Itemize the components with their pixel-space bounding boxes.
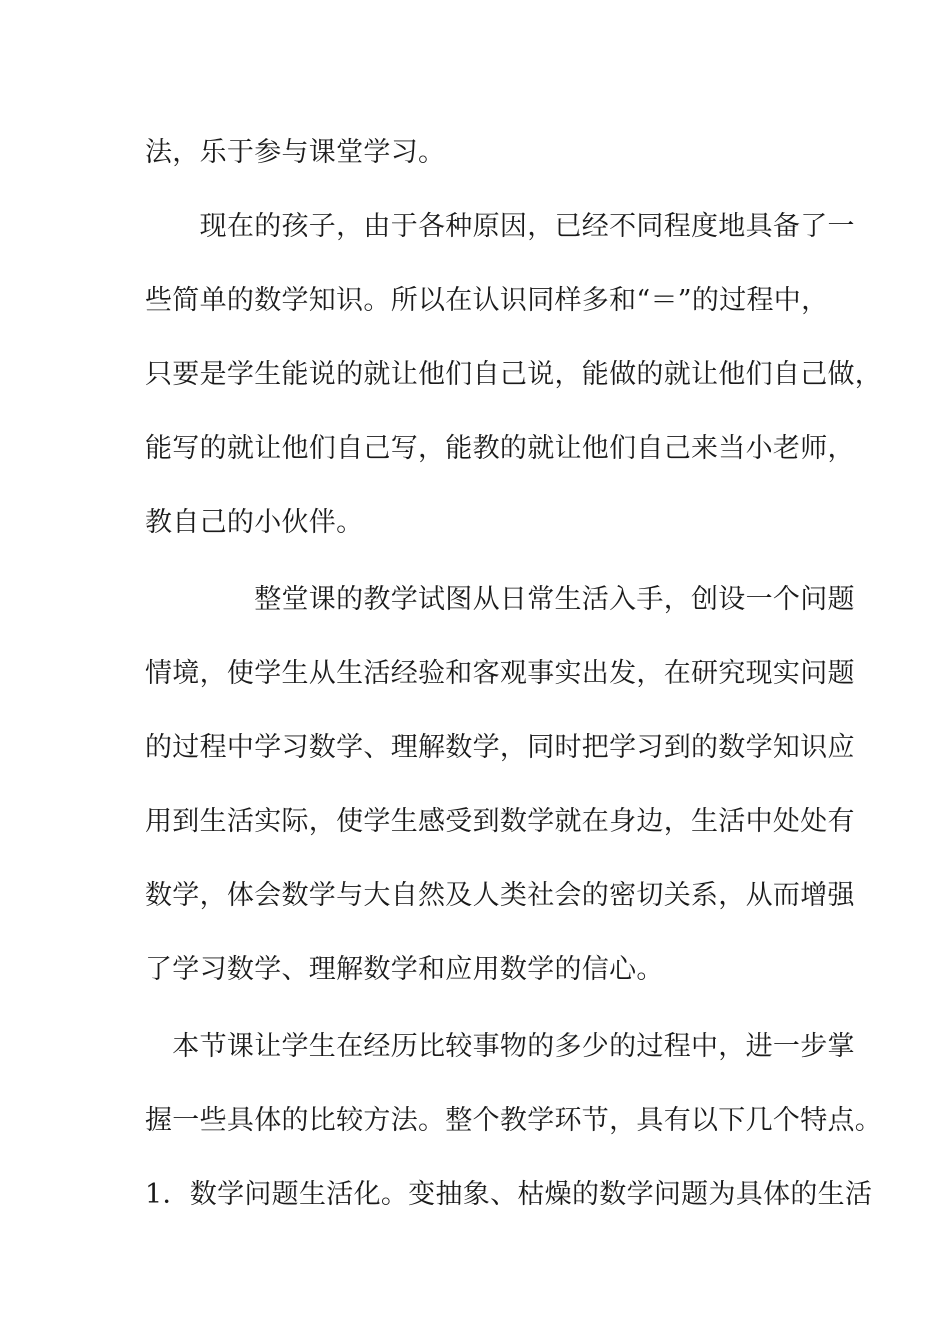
text-line: 教自己的小伙伴。: [145, 507, 364, 538]
text-line: 些简单的数学知识。所以在认识同样多和“＝”的过程中，: [145, 285, 829, 316]
text-line: 只要是学生能说的就让他们自己说，能做的就让他们自己做，: [145, 359, 883, 390]
text-line: 情境，使学生从生活经验和客观事实出发，在研究现实问题: [145, 658, 855, 689]
text-line: 能写的就让他们自己写，能教的就让他们自己来当小老师，: [145, 433, 855, 464]
text-line: 的过程中学习数学、理解数学，同时把学习到的数学知识应: [145, 732, 855, 763]
text-line: 本节课让学生在经历比较事物的多少的过程中，进一步掌: [145, 1031, 855, 1062]
text-line: 法，乐于参与课堂学习。: [145, 137, 446, 168]
text-line: 数学，体会数学与大自然及人类社会的密切关系，从而增强: [145, 880, 855, 911]
text-line: 整堂课的教学试图从日常生活入手，创设一个问题: [145, 584, 855, 615]
text-line: 现在的孩子，由于各种原因，已经不同程度地具备了一: [145, 211, 855, 242]
text-line: 1．数学问题生活化。变抽象、枯燥的数学问题为具体的生活: [145, 1179, 873, 1210]
text-line: 握一些具体的比较方法。整个教学环节，具有以下几个特点。: [145, 1105, 883, 1136]
text-line: 了学习数学、理解数学和应用数学的信心。: [145, 954, 664, 985]
text-line: 用到生活实际，使学生感受到数学就在身边，生活中处处有: [145, 806, 855, 837]
